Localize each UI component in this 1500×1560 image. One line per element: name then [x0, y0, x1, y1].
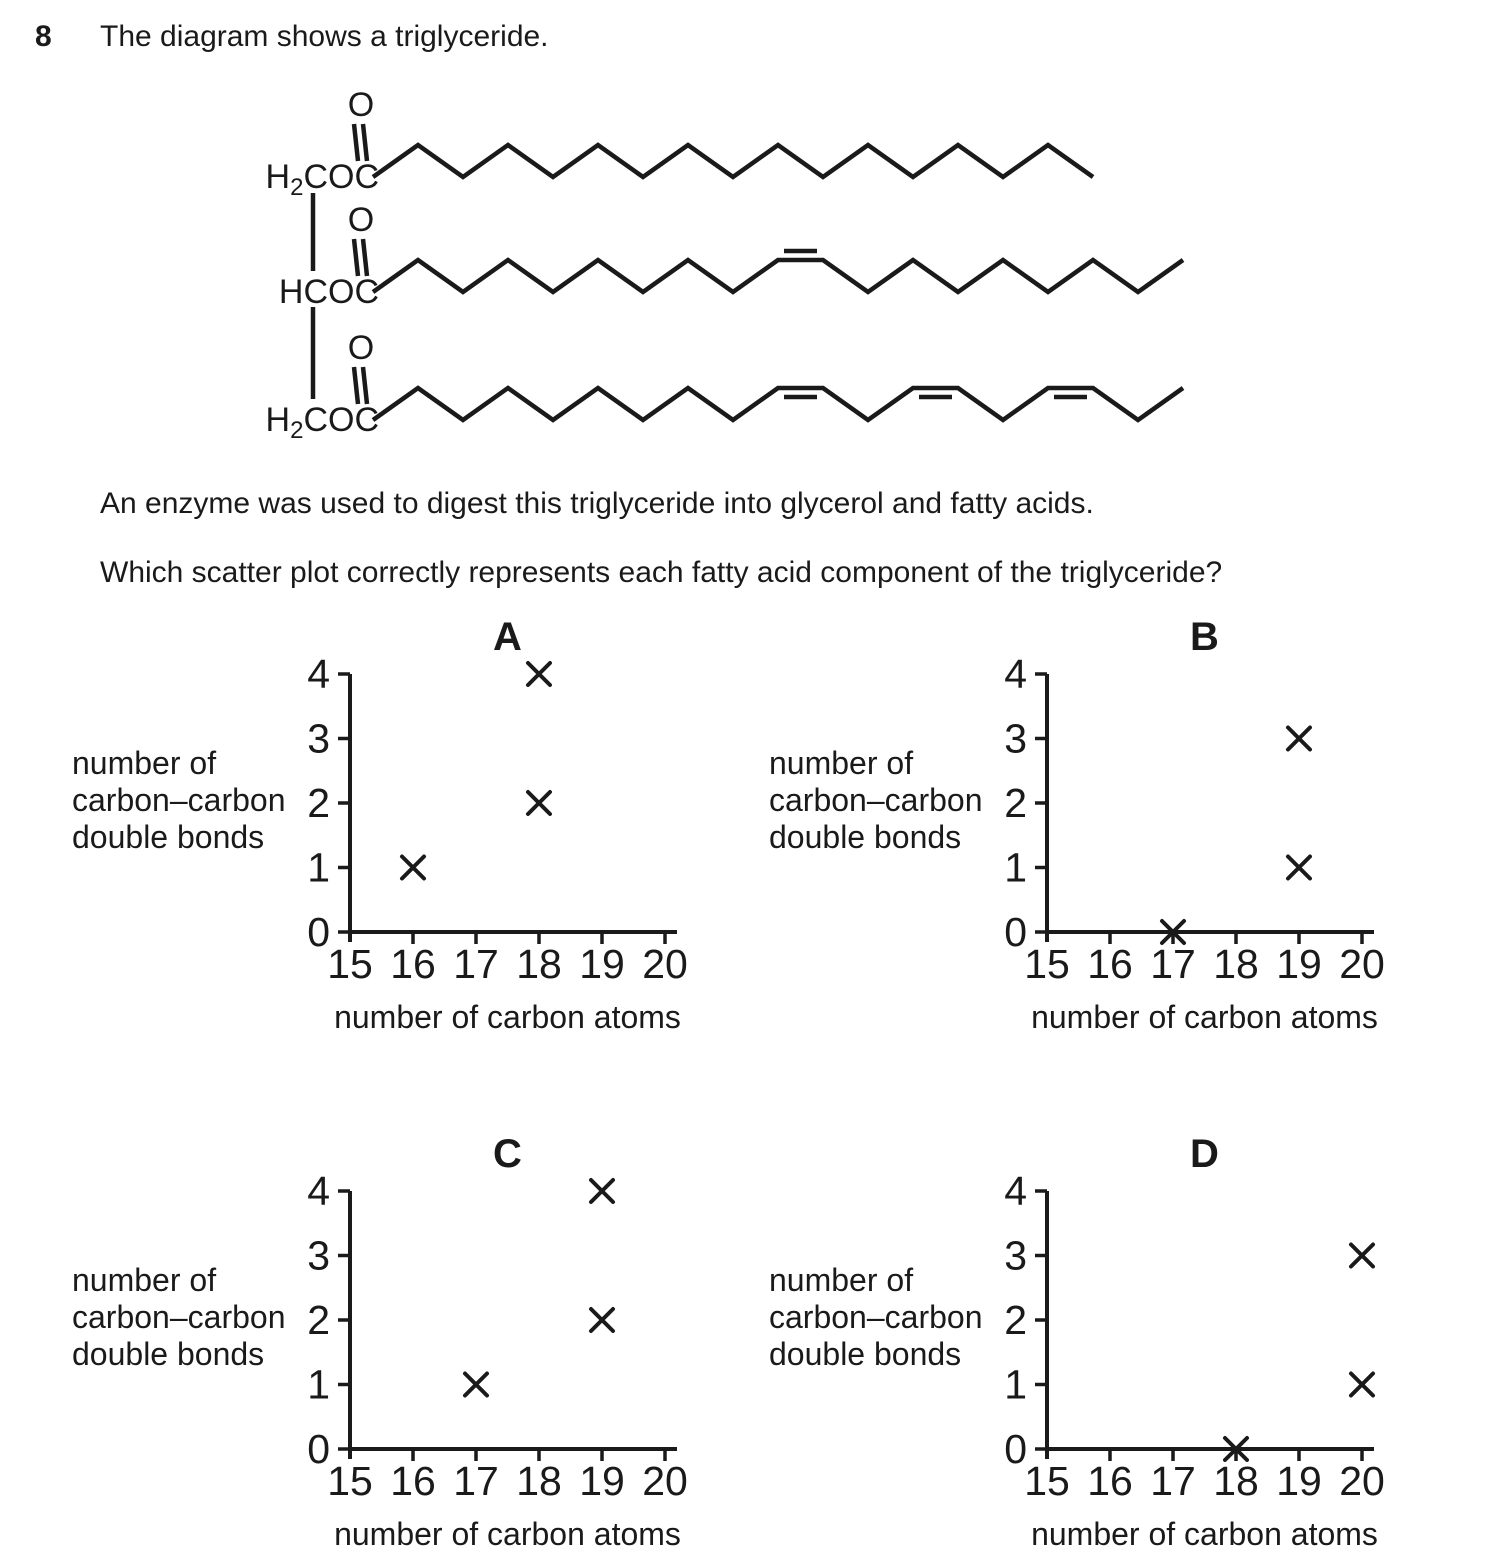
y-tick-label: 4 — [1004, 1168, 1027, 1214]
y-tick-label: 0 — [1004, 909, 1027, 955]
y-axis-label-line: carbon–carbon — [72, 782, 286, 818]
x-tick-label: 18 — [1213, 941, 1259, 987]
plot-title: C — [493, 1132, 522, 1176]
y-axis-label-line: carbon–carbon — [769, 1299, 983, 1335]
x-tick-label: 15 — [1024, 1458, 1070, 1504]
glycerol-attachment-label: HCOC — [278, 273, 379, 311]
y-axis-label-line: double bonds — [769, 1336, 962, 1372]
question-prompt: The diagram shows a triglyceride. — [100, 20, 549, 53]
x-tick-label: 19 — [1276, 1458, 1322, 1504]
glycerol-attachment-label: $H_2COC$ — [265, 401, 379, 444]
y-tick-label: 4 — [307, 1168, 330, 1214]
y-tick-label: 4 — [1004, 651, 1027, 697]
tick-marks — [1035, 1191, 1362, 1461]
data-point-cross — [528, 663, 550, 685]
question-text: Which scatter plot correctly represents each fatty acid component of the triglyceride? — [100, 556, 1223, 589]
y-axis-label-line: double bonds — [769, 819, 962, 855]
data-point-cross — [1351, 1245, 1373, 1267]
x-tick-label: 19 — [579, 1458, 625, 1504]
carbonyl-oxygen-label: O — [347, 86, 375, 124]
y-tick-label: 4 — [307, 651, 330, 697]
monounsaturated-fatty-acid-chain — [373, 260, 1183, 292]
x-tick-label: 20 — [1339, 941, 1385, 987]
y-tick-label: 2 — [1004, 1297, 1027, 1343]
data-point-cross — [465, 1374, 487, 1396]
molecule-drawing — [266, 86, 1183, 444]
data-point-cross — [1351, 1374, 1373, 1396]
carbonyl-double-bond — [354, 367, 367, 404]
data-point-cross — [1288, 857, 1310, 879]
y-tick-label: 3 — [1004, 715, 1027, 762]
y-tick-label: 1 — [1004, 844, 1027, 891]
y-axis-label-line: number of — [72, 745, 217, 781]
x-tick-label: 17 — [453, 941, 499, 987]
y-tick-label: 1 — [307, 844, 330, 891]
data-point-cross — [402, 857, 424, 879]
y-tick-label: 2 — [307, 780, 330, 826]
x-axis-label: number of carbon atoms — [1031, 999, 1378, 1035]
x-tick-label: 15 — [327, 941, 373, 987]
x-tick-label: 19 — [579, 941, 625, 987]
y-tick-label: 3 — [1004, 1232, 1027, 1279]
x-tick-label: 20 — [642, 941, 688, 987]
data-point-cross — [591, 1180, 613, 1202]
y-axis-label-line: number of — [769, 745, 914, 781]
x-tick-label: 19 — [1276, 941, 1322, 987]
plot-title: D — [1190, 1132, 1219, 1176]
y-tick-label: 1 — [307, 1361, 330, 1408]
y-axis-label-line: carbon–carbon — [72, 1299, 286, 1335]
carbonyl-oxygen-label: O — [347, 201, 375, 239]
question-number: 8 — [35, 20, 52, 53]
y-tick-label: 3 — [307, 715, 330, 762]
y-tick-label: 2 — [1004, 780, 1027, 826]
polyunsaturated-fatty-acid-chain — [373, 388, 1183, 420]
x-tick-label: 16 — [390, 1458, 436, 1504]
scatter-plot-option-B — [757, 608, 1460, 1060]
enzyme-description: An enzyme was used to digest this triglyceride into glycerol and fatty acids. — [100, 487, 1094, 520]
x-tick-label: 18 — [1213, 1458, 1259, 1504]
carbonyl-double-bond — [354, 124, 367, 161]
scatter-plot-option-D — [757, 1123, 1460, 1560]
y-tick-label: 0 — [1004, 1426, 1027, 1472]
plot-title: B — [1190, 615, 1219, 659]
y-tick-label: 0 — [307, 909, 330, 955]
y-tick-label: 2 — [307, 1297, 330, 1343]
y-tick-label: 3 — [307, 1232, 330, 1279]
x-tick-label: 17 — [453, 1458, 499, 1504]
y-axis-label-line: number of — [769, 1262, 914, 1298]
x-axis-label: number of carbon atoms — [334, 1516, 681, 1552]
y-axis-label-line: carbon–carbon — [769, 782, 983, 818]
y-axis-label-line: double bonds — [72, 819, 265, 855]
triglyceride-structure-diagram — [250, 70, 1210, 470]
data-point-cross — [1288, 728, 1310, 750]
y-axis-label-line: double bonds — [72, 1336, 265, 1372]
scatter-plot-option-C — [60, 1123, 760, 1560]
x-tick-label: 18 — [516, 1458, 562, 1504]
axis-line — [1047, 1191, 1374, 1459]
data-point-cross — [528, 792, 550, 814]
tick-marks — [338, 1191, 665, 1461]
saturated-fatty-acid-chain — [373, 145, 1093, 177]
x-tick-label: 15 — [1024, 941, 1070, 987]
y-tick-label: 1 — [1004, 1361, 1027, 1408]
axis-line — [350, 674, 677, 942]
carbonyl-double-bond — [354, 239, 367, 276]
glycerol-attachment-label: $H_2COC$ — [265, 158, 379, 201]
tick-marks — [338, 674, 665, 944]
axis-line — [1047, 674, 1374, 942]
y-tick-label: 0 — [307, 1426, 330, 1472]
x-tick-label: 16 — [1087, 1458, 1133, 1504]
x-tick-label: 20 — [642, 1458, 688, 1504]
x-tick-label: 17 — [1150, 941, 1196, 987]
axis-line — [350, 1191, 677, 1459]
carbonyl-oxygen-label: O — [347, 329, 375, 367]
tick-marks — [1035, 674, 1362, 944]
x-tick-label: 17 — [1150, 1458, 1196, 1504]
data-point-cross — [591, 1309, 613, 1331]
x-tick-label: 16 — [390, 941, 436, 987]
x-tick-label: 20 — [1339, 1458, 1385, 1504]
plot-title: A — [493, 615, 522, 659]
x-tick-label: 18 — [516, 941, 562, 987]
scatter-plot-option-A — [60, 608, 760, 1060]
x-tick-label: 16 — [1087, 941, 1133, 987]
y-axis-label-line: number of — [72, 1262, 217, 1298]
x-axis-label: number of carbon atoms — [1031, 1516, 1378, 1552]
x-tick-label: 15 — [327, 1458, 373, 1504]
x-axis-label: number of carbon atoms — [334, 999, 681, 1035]
